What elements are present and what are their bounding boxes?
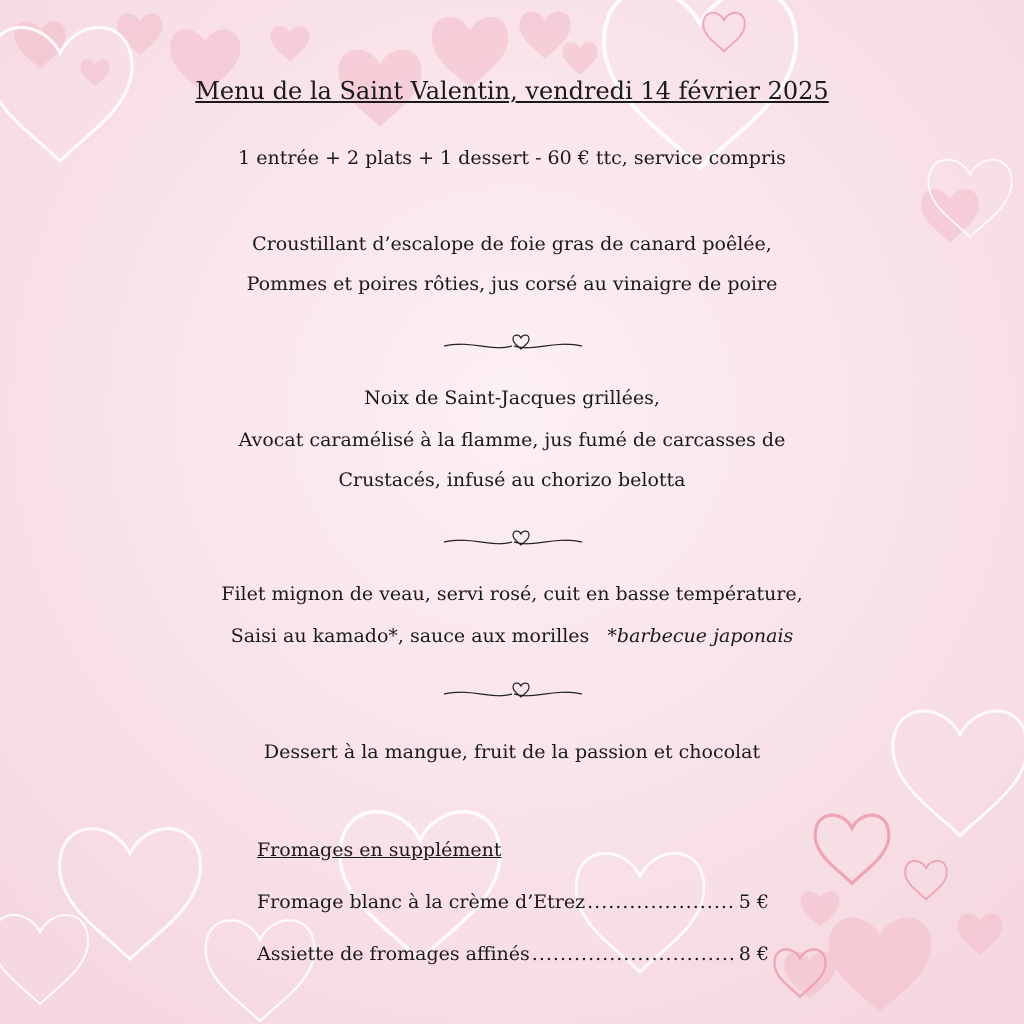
heart-divider [442,680,584,702]
starter-line-2: Pommes et poires rôties, jus corsé au vinaigre de poire [246,273,778,295]
supplement-name: Fromage blanc à la crème d’Etrez [257,891,586,913]
supplements-title: Fromages en supplément [257,839,502,861]
supplement-price: 5 € [738,891,769,913]
fish-line-1: Noix de Saint-Jacques grillées, [364,387,660,409]
menu-formula: 1 entrée + 2 plats + 1 dessert - 60 € ttc, service compris [238,147,786,169]
meat-line-1: Filet mignon de veau, servi rosé, cuit en basse température, [221,583,803,605]
dot-leader [587,890,737,914]
menu-title: Menu de la Saint Valentin, vendredi 14 février 2025 [195,77,829,105]
starter-line-1: Croustillant d’escalope de foie gras de canard poêlée, [252,233,772,255]
fish-line-3: Crustacés, infusé au chorizo belotta [338,469,686,491]
dessert-line: Dessert à la mangue, fruit de la passion et chocolat [263,741,761,763]
dot-leader [532,942,737,966]
meat-line-2-wrapper [0,624,1024,648]
supplement-item [257,890,769,914]
fish-line-2: Avocat caramélisé à la flamme, jus fumé de carcasses de [238,429,786,451]
meat-note: *barbecue japonais [607,625,794,647]
meat-line-2: Saisi au kamado*, sauce aux morilles [230,625,590,647]
heart-divider [442,332,584,354]
heart-divider [442,528,584,550]
supplement-item [257,942,769,966]
supplement-price: 8 € [738,943,769,965]
supplement-name: Assiette de fromages affinés [257,943,530,965]
